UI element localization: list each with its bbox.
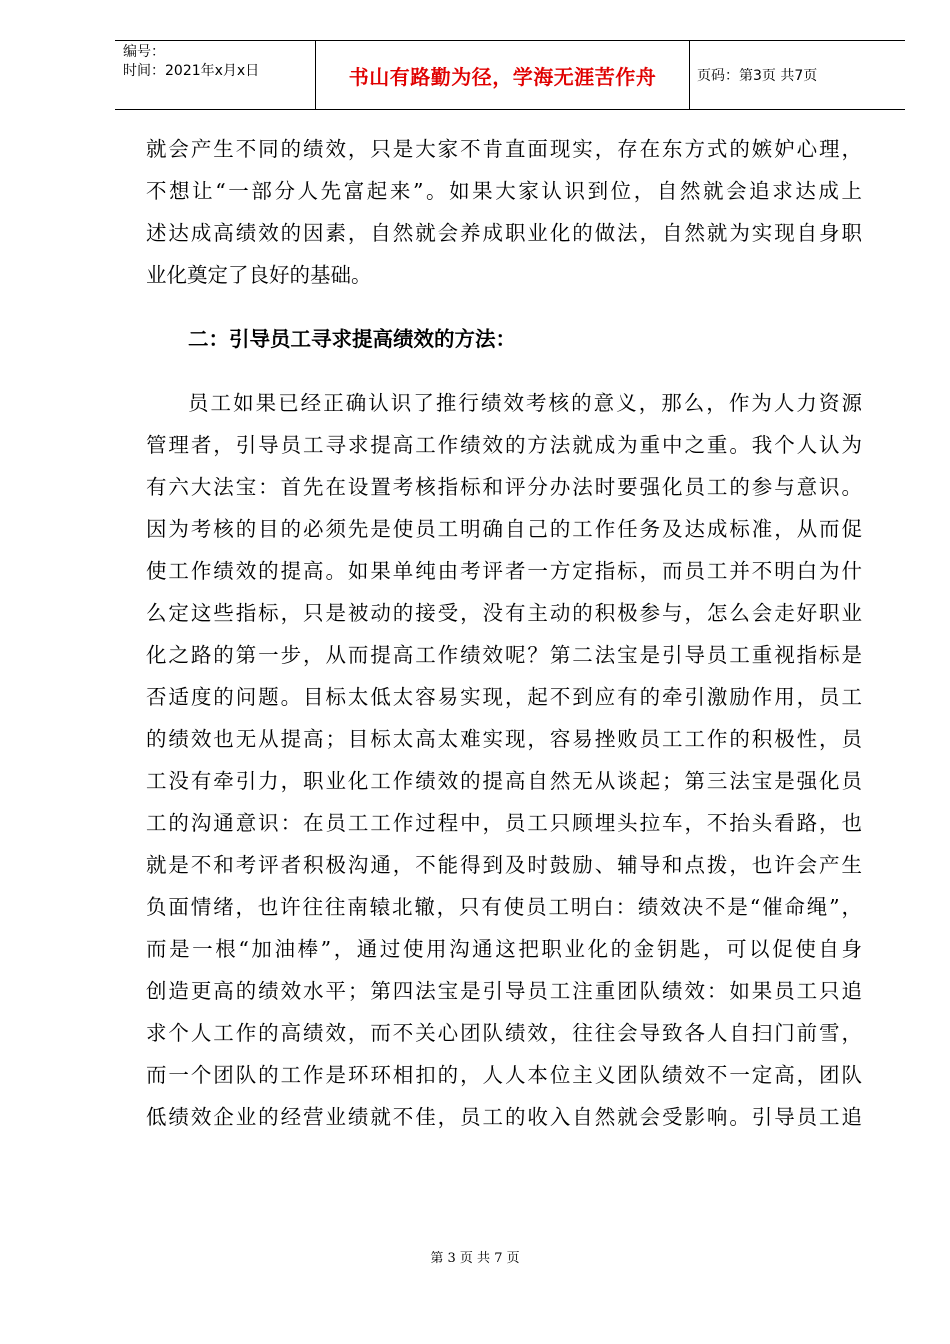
page-footer: 第 3 页 共 7 页 <box>430 1251 520 1266</box>
paragraph-line: 么定这些指标，只是被动的接受，没有主动的积极参与，怎么会走好职业 <box>146 601 862 625</box>
header-page-label: 页码：第3页 共7页 <box>697 68 818 84</box>
paragraph-line: 因为考核的目的必须先是使员工明确自己的工作任务及达成标准，从而促 <box>146 517 862 541</box>
section-heading: 二：引导员工寻求提高绩效的方法： <box>188 327 516 351</box>
paragraph-line: 就是不和考评者积极沟通，不能得到及时鼓励、辅导和点拨，也许会产生 <box>146 853 862 877</box>
paragraph-line: 而一个团队的工作是环环相扣的，人人本位主义团队绩效不一定高，团队 <box>146 1063 862 1087</box>
paragraph-line: 求个人工作的高绩效，而不关心团队绩效，往往会导致各人自扫门前雪， <box>146 1021 862 1045</box>
paragraph-2 <box>146 382 862 1138</box>
paragraph-line: 管理者，引导员工寻求提高工作绩效的方法就成为重中之重。我个人认为 <box>146 433 862 457</box>
document-number-label: 编号： <box>123 44 165 60</box>
paragraph-line: 工的沟通意识：在员工工作过程中，员工只顾埋头拉车，不抬头看路，也 <box>146 811 862 835</box>
header-meta <box>115 41 316 109</box>
paragraph-line: 而是一根“加油棒”，通过使用沟通这把职业化的金钥匙，可以促使自身 <box>146 937 862 961</box>
paragraph-line: 负面情绪，也许往往南辕北辙，只有使员工明白：绩效决不是“催命绳”， <box>146 895 862 919</box>
document-time-label: 时间：2021年x月x日 <box>123 63 260 79</box>
paragraph-line: 使工作绩效的提高。如果单纯由考评者一方定指标，而员工并不明白为什 <box>146 559 862 583</box>
paragraph-line: 低绩效企业的经营业绩就不佳，员工的收入自然就会受影响。引导员工追 <box>146 1105 862 1129</box>
paragraph-line: 述达成高绩效的因素，自然就会养成职业化的做法，自然就为实现自身职 <box>146 221 862 245</box>
paragraph-line: 工没有牵引力，职业化工作绩效的提高自然无从谈起；第三法宝是强化员 <box>146 769 862 793</box>
paragraph-line: 业化奠定了良好的基础。 <box>146 263 372 287</box>
document-body <box>146 128 862 1138</box>
paragraph-1 <box>146 128 862 296</box>
paragraph-line: 员工如果已经正确认识了推行绩效考核的意义，那么，作为人力资源 <box>188 391 862 415</box>
paragraph-line: 否适度的问题。目标太低太容易实现，起不到应有的牵引激励作用，员工 <box>146 685 862 709</box>
paragraph-line: 就会产生不同的绩效，只是大家不肯直面现实，存在东方式的嫉妒心理， <box>146 137 862 161</box>
header-motto: 书山有路勤为径，学海无涯苦作舟 <box>316 41 690 109</box>
page-header <box>115 40 905 110</box>
paragraph-line: 不想让“一部分人先富起来”。如果大家认识到位，自然就会追求达成上 <box>146 179 862 203</box>
paragraph-line: 创造更高的绩效水平；第四法宝是引导员工注重团队绩效：如果员工只追 <box>146 979 862 1003</box>
paragraph-line: 有六大法宝：首先在设置考核指标和评分办法时要强化员工的参与意识。 <box>146 475 862 499</box>
paragraph-line: 的绩效也无从提高；目标太高太难实现，容易挫败员工工作的积极性，员 <box>146 727 862 751</box>
paragraph-line: 化之路的第一步，从而提高工作绩效呢？第二法宝是引导员工重视指标是 <box>146 643 862 667</box>
